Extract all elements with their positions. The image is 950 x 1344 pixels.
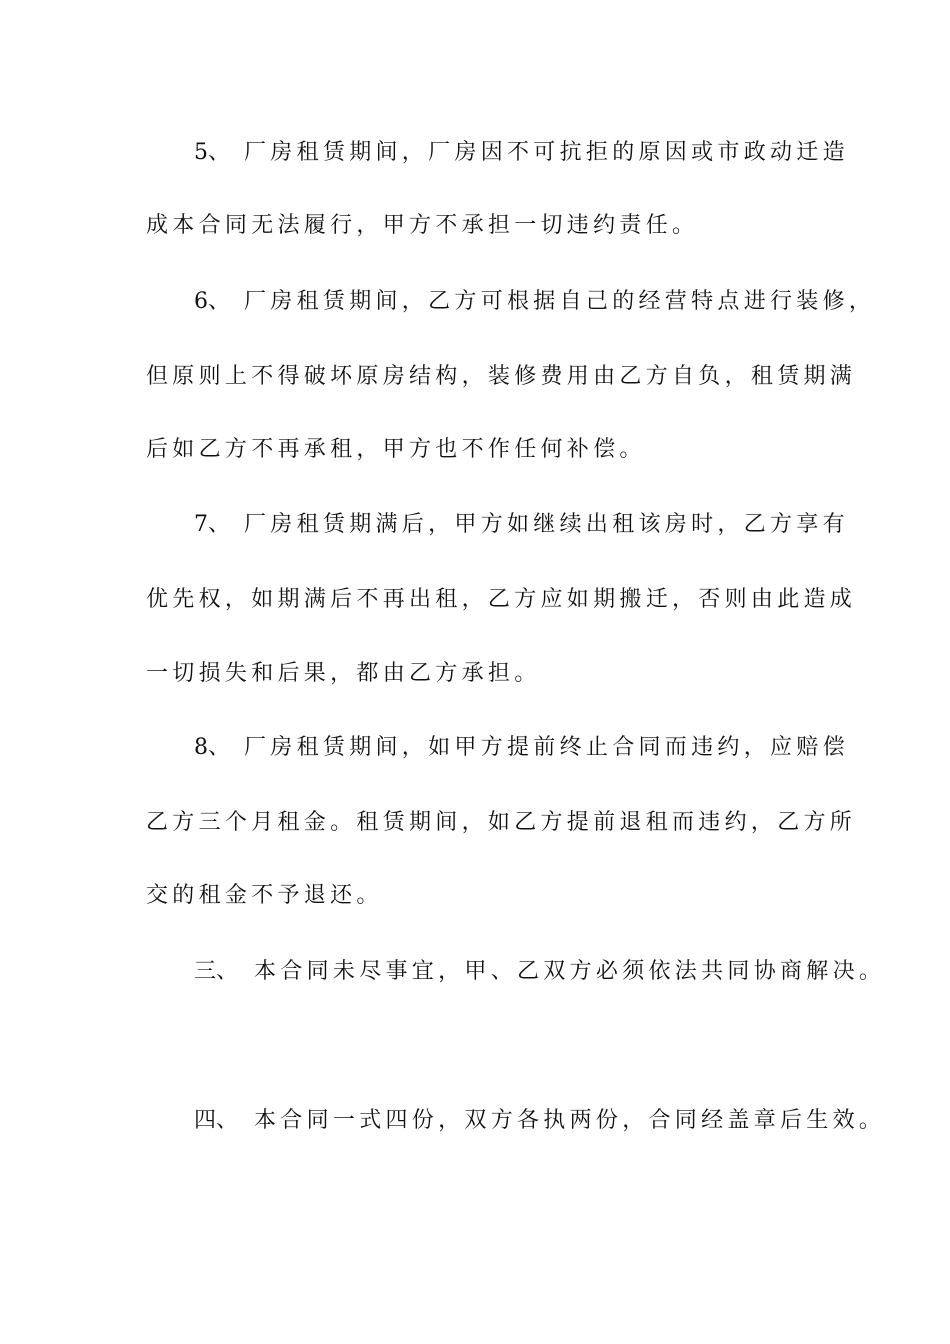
- clause-6-line-2: 但原则上不得破坏原房结构，装修费用由乙方自负，租赁期满: [146, 364, 857, 389]
- clause-5-line-1: [194, 138, 849, 168]
- clause-5-number: 5、: [194, 140, 230, 165]
- clause-8-line-2: 乙方三个月租金。租赁期间，如乙方提前退租而违约，乙方所: [146, 810, 857, 835]
- clause-6-line-1: [194, 287, 875, 317]
- section-3-text: 本合同未尽事宜，甲、乙双方必须依法共同协商解决。: [254, 959, 886, 984]
- clause-8-text-1: 厂房租赁期间，如甲方提前终止合同而违约，应赔偿: [244, 735, 849, 760]
- clause-8-number: 8、: [194, 735, 230, 760]
- clause-7-line-3: 一切损失和后果，都由乙方承担。: [146, 661, 541, 686]
- section-3-line: [194, 957, 885, 987]
- clause-5-text-1: 厂房租赁期间，厂房因不可抗拒的原因或市政动迁造: [244, 140, 849, 165]
- clause-6-line-3: 后如乙方不再承租，甲方也不作任何补偿。: [146, 437, 646, 462]
- clause-7-text-1: 厂房租赁期满后，甲方如继续出租该房时，乙方享有: [244, 512, 849, 537]
- clause-6-text-1: 厂房租赁期间，乙方可根据自己的经营特点进行装修，: [244, 289, 876, 314]
- section-4-number: 四、: [194, 1108, 239, 1133]
- section-4-text: 本合同一式四份，双方各执两份，合同经盖章后生效。: [254, 1108, 886, 1133]
- clause-7-number: 7、: [194, 512, 230, 537]
- section-4-line: [194, 1106, 885, 1136]
- clause-5-line-2: 成本合同无法履行，甲方不承担一切违约责任。: [146, 213, 699, 238]
- section-3-number: 三、: [194, 959, 239, 984]
- clause-8-line-3: 交的租金不予退还。: [146, 883, 383, 908]
- clause-8-line-1: [194, 733, 849, 763]
- clause-7-line-1: [194, 510, 849, 540]
- clause-7-line-2: 优先权，如期满后不再出租，乙方应如期搬迁，否则由此造成: [146, 587, 857, 612]
- clause-6-number: 6、: [194, 289, 230, 314]
